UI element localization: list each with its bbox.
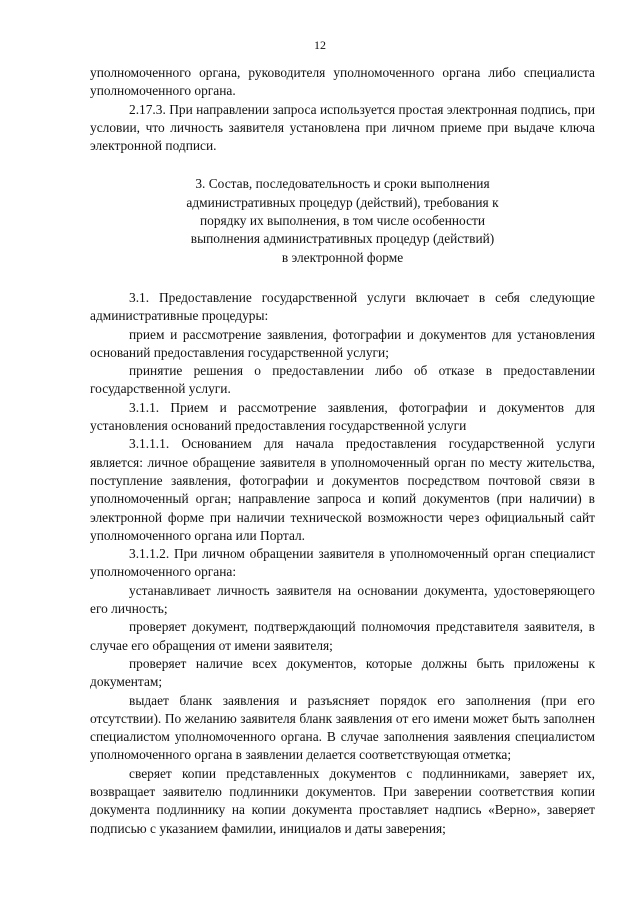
paragraph: сверяет копии представленных документов с подлинниками, заверяет их, возвращает заявителю подлинники документов. При заверении соответствия копии документа подлиннику на копии документа проставляет надпись «Верно», заверяет подписью с указанием фамилии, инициалов и даты заверения;: [90, 765, 595, 836]
heading-line: административных процедур (действий), требования к: [186, 194, 499, 210]
paragraph: 3.1.1. Прием и рассмотрение заявления, фотографии и документов для установления оснований предоставления государственной услуги: [90, 399, 595, 434]
paragraph: 3.1.1.1. Основанием для начала предоставления государственной услуги является: личное обращение заявителя в уполномоченный орган по месту жительства, поступление заявления, фотографии и документов посредством почтовой связи в уполномоченный орган; направление запроса и копий документов (при наличии) в электронной форме при наличии технической возможности через официальный сайт уполномоченного органа или Портал.: [90, 436, 595, 543]
heading-line: порядку их выполнения, в том числе особенности: [199, 213, 486, 229]
paragraph: выдает бланк заявления и разъясняет порядок его заполнения (при его отсутствии). По желанию заявителя бланк заявления от его имени может быть заполнен специалистом уполномоченного органа. В случае заполнения заявления специалистом уполномоченного органа в заявлении делается соответствующая отметка;: [90, 692, 595, 763]
heading-line: в электронной форме: [281, 249, 404, 265]
section-heading: [90, 175, 595, 266]
paragraph: прием и рассмотрение заявления, фотографии и документов для установления оснований предоставления государственной услуги;: [90, 326, 595, 360]
paragraph: 3.1. Предоставление государственной услуги включает в себя следующие административные процедуры:: [90, 289, 595, 324]
paragraph: 2.17.3. При направлении запроса используется простая электронная подпись, при условии, что личность заявителя установлена при личном приеме при выдаче ключа электронной подписи.: [90, 101, 595, 154]
page-content: [90, 64, 595, 838]
paragraph: устанавливает личность заявителя на основании документа, удостоверяющего его личность;: [90, 582, 595, 617]
paragraph: проверяет документ, подтверждающий полномочия представителя заявителя, в случае его обращения от имени заявителя;: [90, 619, 595, 653]
heading-line: 3. Состав, последовательность и сроки выполнения: [195, 176, 490, 192]
paragraph: принятие решения о предоставлении либо об отказе в предоставлении государственной услуги.: [90, 363, 595, 397]
heading-line: выполнения административных процедур (действий): [190, 231, 495, 247]
paragraph: уполномоченного органа, руководителя уполномоченного органа либо специалиста уполномоченного органа.: [90, 65, 595, 99]
paragraph: 3.1.1.2. При личном обращении заявителя в уполномоченный орган специалист уполномоченного органа:: [90, 546, 595, 580]
paragraph: проверяет наличие всех документов, которые должны быть приложены к документам;: [90, 655, 595, 690]
page-number: 12: [314, 38, 326, 52]
